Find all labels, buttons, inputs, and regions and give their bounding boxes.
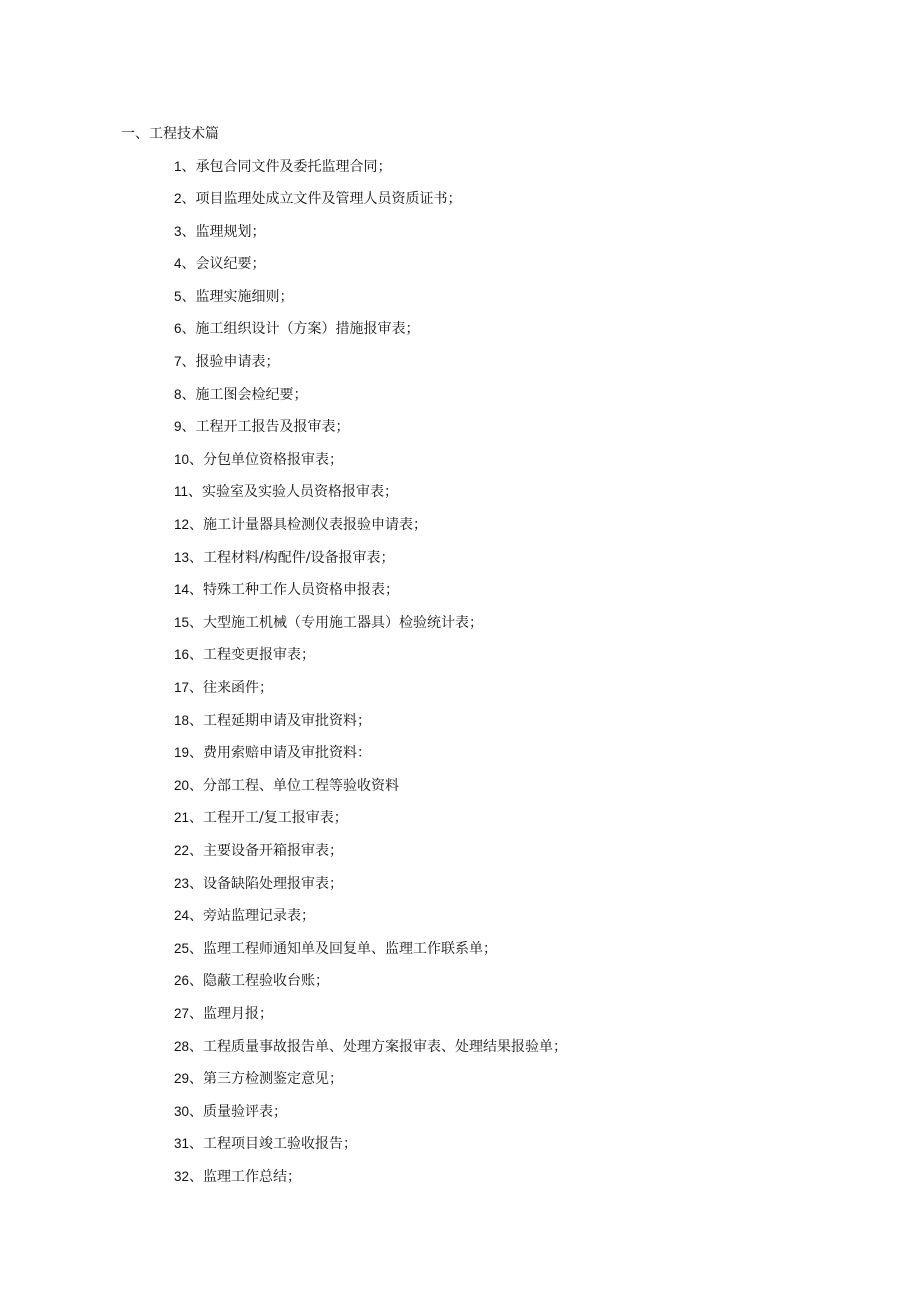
list-item xyxy=(174,352,567,385)
list-item-text: 、监理规划； xyxy=(181,223,266,240)
list-item xyxy=(174,743,567,776)
list-item-text: 、项目监理处成立文件及管理人员资质证书； xyxy=(181,191,462,208)
list-item-number: 25 xyxy=(174,940,190,956)
list-item-number: 13 xyxy=(174,549,190,565)
list-item-text: 、实验室及实验人员资格报审表； xyxy=(188,484,399,501)
list-item-text: 、工程材料/构配件/设备报审表； xyxy=(189,549,395,566)
list-item-number: 9 xyxy=(174,419,182,435)
list-item-text: 、施工组织设计（方案）措施报审表； xyxy=(181,321,420,338)
list-item-number: 20 xyxy=(174,777,190,793)
list-item-text: 、第三方检测鉴定意见； xyxy=(189,1071,344,1088)
list-item xyxy=(174,1037,567,1070)
list-item-number: 5 xyxy=(174,288,182,304)
list-item-number: 11 xyxy=(174,484,189,500)
list-item-number: 19 xyxy=(174,745,190,761)
list-item-number: 24 xyxy=(174,908,190,924)
list-item xyxy=(174,1102,567,1135)
list-item-number: 23 xyxy=(174,875,190,891)
list-item-number: 26 xyxy=(174,973,190,989)
list-item-number: 2 xyxy=(174,191,182,207)
list-item-text: 、监理工作总结； xyxy=(189,1168,302,1185)
list-item xyxy=(174,482,567,515)
list-item-text: 、会议纪要； xyxy=(181,256,266,273)
list-item-text: 、监理实施细则； xyxy=(181,288,294,305)
list-item-number: 6 xyxy=(174,321,182,337)
list-item-number: 12 xyxy=(174,517,190,533)
list-item xyxy=(174,385,567,418)
document-item-list xyxy=(174,157,567,1200)
list-item xyxy=(174,189,567,222)
list-item-text: 、质量验评表； xyxy=(189,1103,288,1120)
list-item-text: 、旁站监理记录表； xyxy=(189,908,316,925)
list-item xyxy=(174,287,567,320)
list-item-text: 、监理月报； xyxy=(189,1005,274,1022)
list-item xyxy=(174,874,567,907)
list-item-text: 、工程项目竣工验收报告； xyxy=(189,1136,358,1153)
list-item xyxy=(174,580,567,613)
list-item-text: 、监理工程师通知单及回复单、监理工作联系单； xyxy=(189,940,498,957)
list-item-text: 、报验申请表； xyxy=(181,354,280,371)
list-item xyxy=(174,1069,567,1102)
list-item-text: 、往来函件； xyxy=(189,680,274,696)
list-item xyxy=(174,548,567,581)
list-item-number: 21 xyxy=(174,810,190,826)
list-item xyxy=(174,450,567,483)
list-item-number: 27 xyxy=(174,1005,190,1021)
list-item xyxy=(174,971,567,1004)
list-item-number: 31 xyxy=(174,1136,190,1152)
list-item-text: 、工程质量事故报告单、处理方案报审表、处理结果报验单； xyxy=(189,1038,568,1055)
list-item-text: 、工程开工报告及报审表； xyxy=(181,419,350,436)
list-item xyxy=(174,808,567,841)
list-item-text: 、分部工程、单位工程等验收资料 xyxy=(189,777,400,794)
list-item xyxy=(174,613,567,646)
list-item-text: 、设备缺陷处理报审表； xyxy=(189,875,344,892)
list-item-text: 、施工计量器具检测仪表报验申请表； xyxy=(189,517,428,534)
list-item-text: 、承包合同文件及委托监理合同； xyxy=(181,158,392,175)
list-item-number: 14 xyxy=(174,582,190,598)
list-item xyxy=(174,906,567,939)
list-item xyxy=(174,515,567,548)
list-item xyxy=(174,254,567,287)
list-item-text: 、工程开工/复工报审表； xyxy=(189,810,348,827)
list-item-number: 4 xyxy=(174,256,182,272)
list-item-number: 22 xyxy=(174,842,190,858)
list-item-number: 29 xyxy=(174,1071,190,1087)
list-item-text: 、大型施工机械（专用施工器具）检验统计表； xyxy=(189,614,484,631)
list-item-text: 、分包单位资格报审表； xyxy=(189,451,344,468)
list-item-text: 、主要设备开箱报审表； xyxy=(189,842,344,859)
list-item-number: 15 xyxy=(174,614,190,630)
list-item xyxy=(174,1167,567,1200)
list-item-text: 、工程变更报审表； xyxy=(189,647,316,664)
list-item-number: 17 xyxy=(174,680,190,695)
list-item-text: 、工程延期申请及审批资料； xyxy=(189,712,372,729)
list-item-number: 16 xyxy=(174,647,190,663)
list-item xyxy=(174,417,567,450)
list-item-number: 3 xyxy=(174,223,182,239)
list-item xyxy=(174,645,567,678)
list-item xyxy=(174,157,567,190)
list-item xyxy=(174,222,567,255)
list-item-text: 、施工图会检纪要； xyxy=(181,386,308,403)
list-item-number: 8 xyxy=(174,386,182,402)
list-item-number: 1 xyxy=(174,158,182,174)
list-item xyxy=(174,1004,567,1037)
list-item-text: 、特殊工种工作人员资格申报表； xyxy=(189,582,400,599)
list-item-text: 、费用索赔申请及审批资料： xyxy=(189,745,372,762)
list-item-number: 30 xyxy=(174,1103,190,1119)
section-heading: 一、工程技术篇 xyxy=(121,126,219,142)
list-item-number: 10 xyxy=(174,451,190,467)
list-item xyxy=(174,841,567,874)
list-item xyxy=(174,776,567,809)
list-item xyxy=(174,319,567,352)
list-item-number: 7 xyxy=(174,354,182,370)
list-item-number: 28 xyxy=(174,1038,190,1054)
list-item-number: 18 xyxy=(174,712,190,728)
list-item xyxy=(174,678,567,711)
list-item-text: 、隐蔽工程验收台账； xyxy=(189,973,330,990)
list-item xyxy=(174,711,567,744)
list-item-number: 32 xyxy=(174,1168,190,1184)
list-item xyxy=(174,1134,567,1167)
list-item xyxy=(174,939,567,972)
